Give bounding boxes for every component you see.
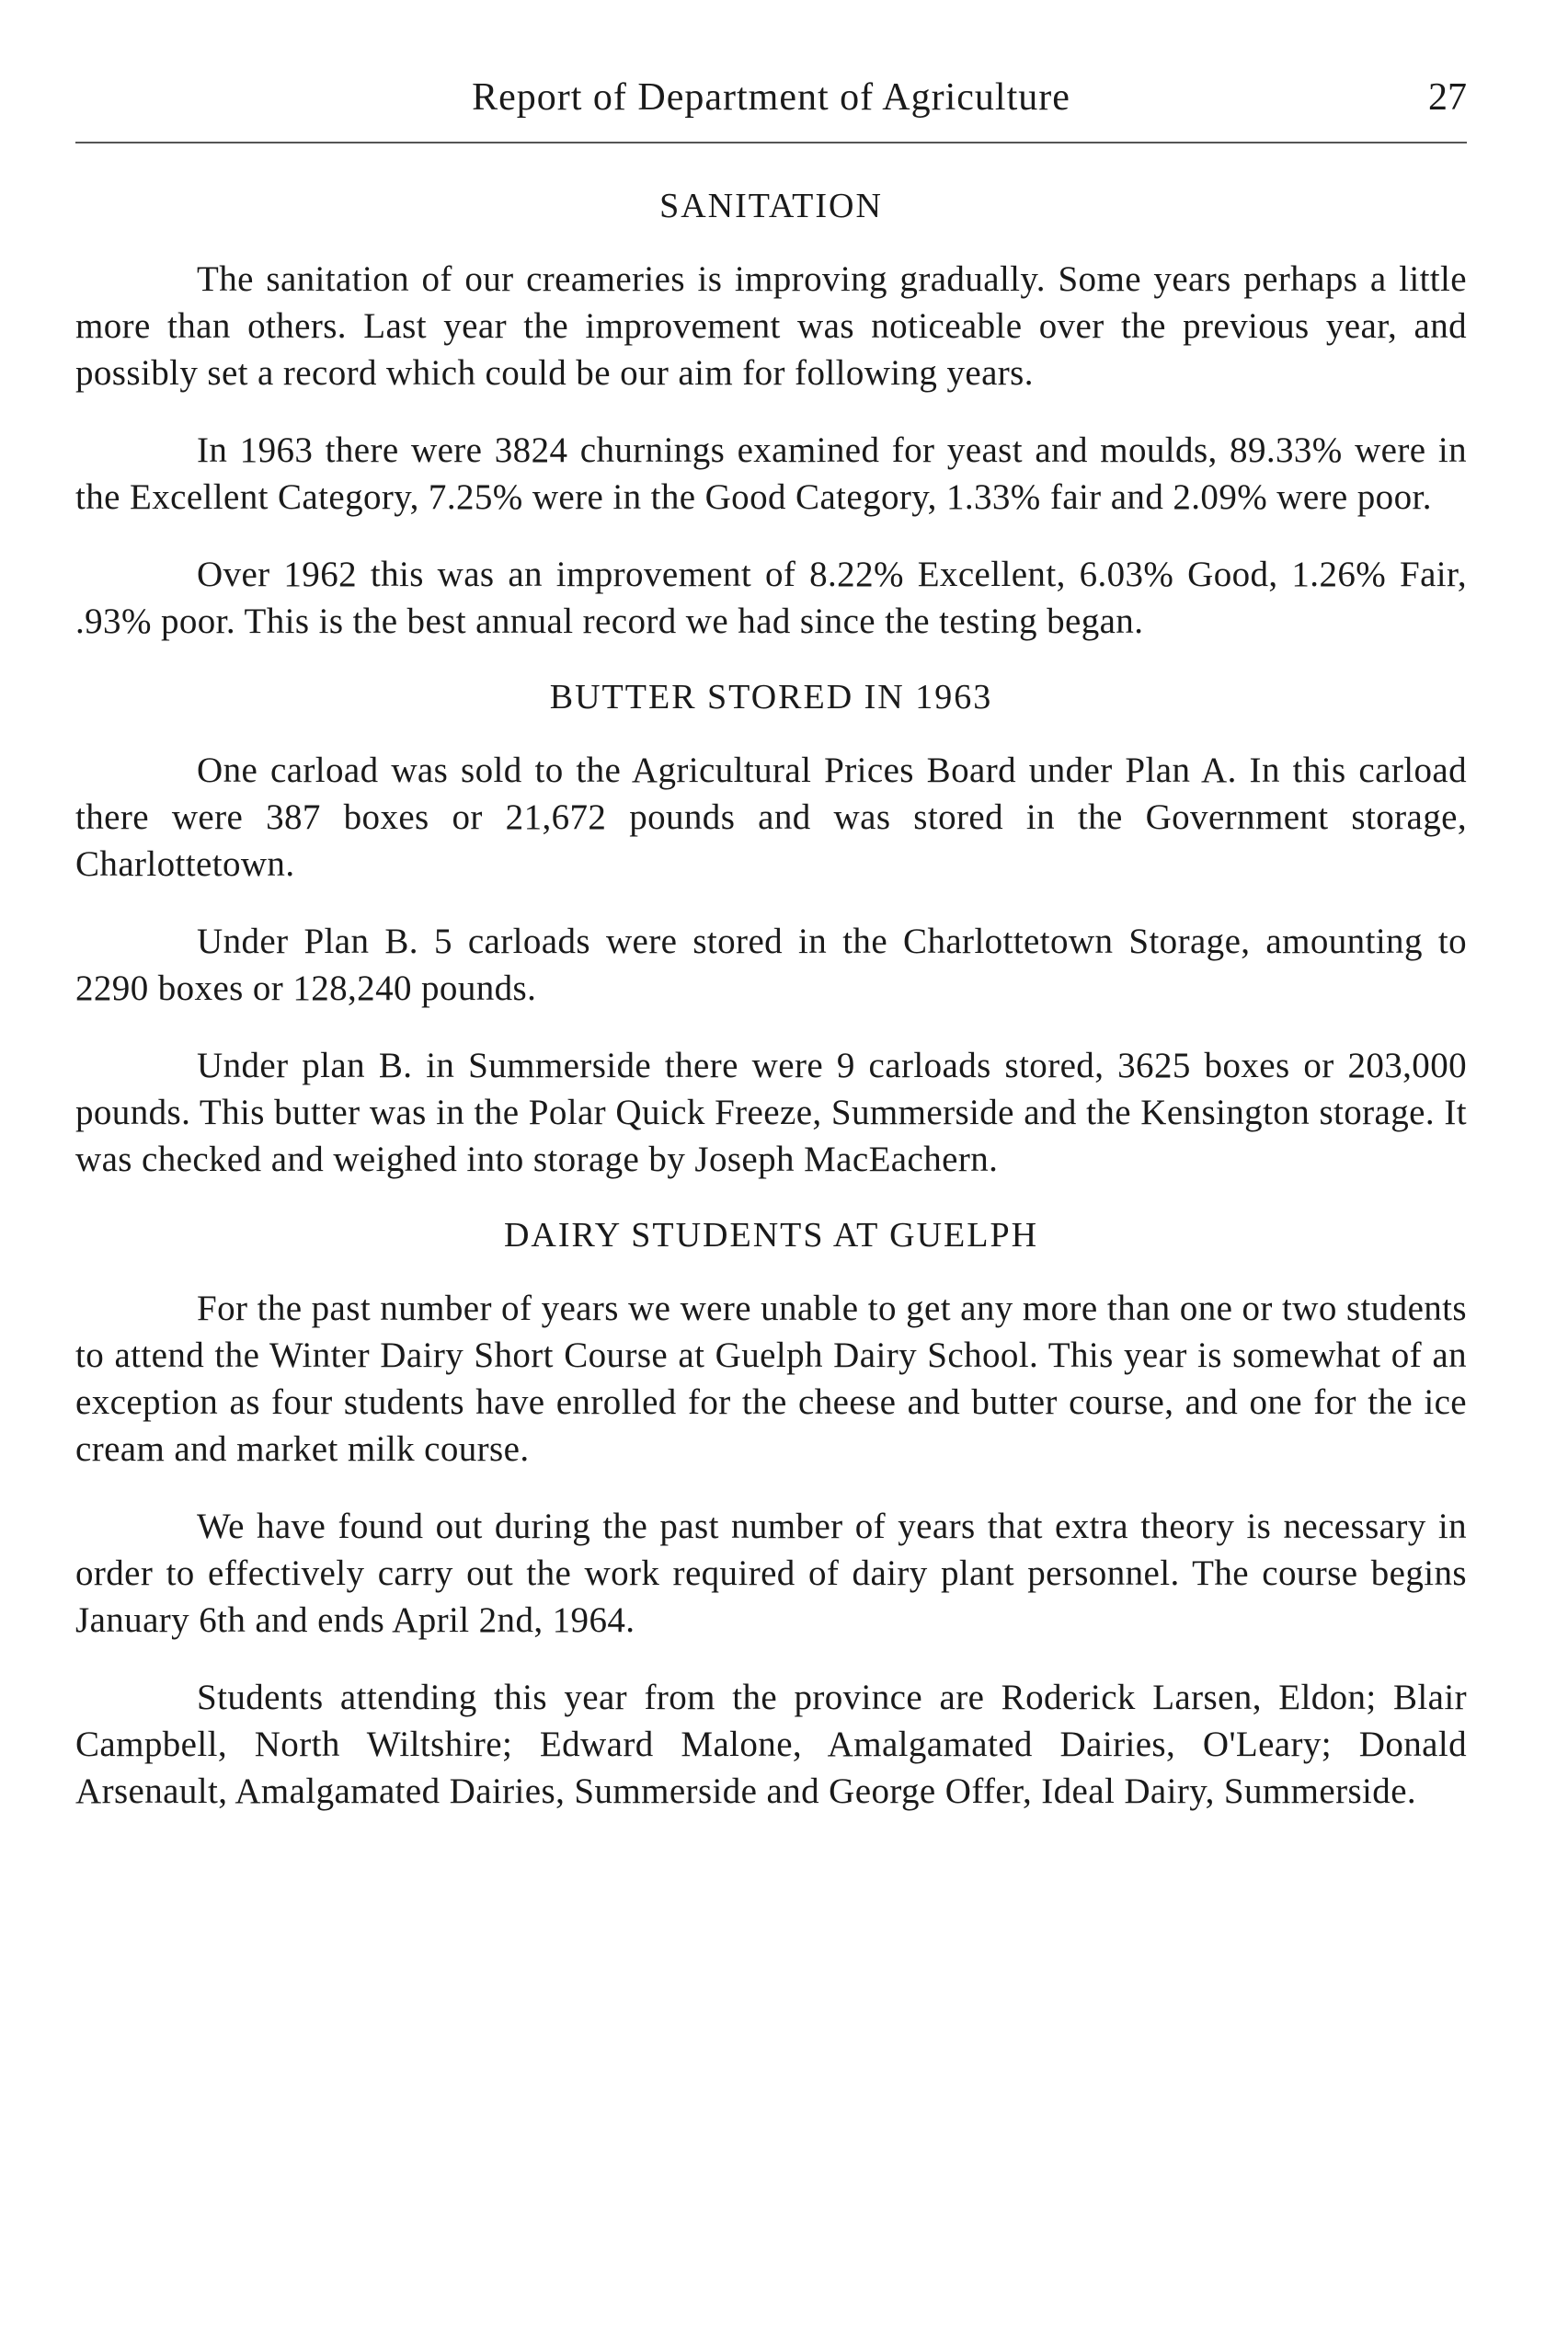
header-title: Report of Department of Agriculture — [472, 76, 1070, 119]
section-heading: SANITATION — [659, 187, 883, 225]
paragraph: Under plan B. in Summerside there were 9 carloads stored, 3625 boxes or 203,000 pounds. This butter was in the Polar Quick Freeze, Summerside and the Kensington storage. It was checked and weighed into storage by Joseph MacEachern. — [75, 1046, 1467, 1179]
section-dairy-students — [75, 1213, 1467, 1815]
paragraph: Under Plan B. 5 carloads were stored in the Charlottetown Storage, amounting to 2290 boxes or 128,240 pounds. — [75, 922, 1467, 1008]
paragraph: Students attending this year from the province are Roderick Larsen, Eldon; Blair Campbell, North Wiltshire; Edward Malone, Amalgamated Dairies, O'Leary; Donald Arsenault, Amalgamated Dairies, Summerside and George Offer, Ideal Dairy, Summerside. — [75, 1678, 1467, 1811]
section-heading: DAIRY STUDENTS AT GUELPH — [503, 1216, 1039, 1255]
section-butter-stored — [75, 675, 1467, 1183]
paragraph: Over 1962 this was an improvement of 8.22% Excellent, 6.03% Good, 1.26% Fair, .93% poor. This is the best annual record we had since the testing began. — [75, 555, 1467, 641]
paragraph: We have found out during the past number of years that extra theory is necessary in order to effectively carry out the work required of dairy plant personnel. The course begins January 6th and ends April 2nd, 1964. — [75, 1507, 1467, 1640]
page-body — [75, 184, 1467, 1845]
running-header — [75, 72, 1467, 143]
section-heading: BUTTER STORED IN 1963 — [549, 678, 993, 716]
page-number: 27 — [1428, 76, 1467, 119]
paragraph: The sanitation of our creameries is improving gradually. Some years perhaps a little more than others. Last year the improvement was noticeable over the previous year, and possibly set a record which could be our aim for following years. — [75, 259, 1467, 393]
section-sanitation — [75, 184, 1467, 645]
paragraph: In 1963 there were 3824 churnings examined for yeast and moulds, 89.33% were in the Excellent Category, 7.25% were in the Good Category, 1.33% fair and 2.09% were poor. — [75, 430, 1467, 517]
paragraph: One carload was sold to the Agricultural Prices Board under Plan A. In this carload there were 387 boxes or 21,672 pounds and was stored in the Government storage, Charlottetown. — [75, 751, 1467, 884]
paragraph: For the past number of years we were unable to get any more than one or two students to attend the Winter Dairy Short Course at Guelph Dairy School. This year is somewhat of an exception as four students have enrolled for the cheese and butter course, and one for the ice cream and market milk course. — [75, 1289, 1467, 1469]
